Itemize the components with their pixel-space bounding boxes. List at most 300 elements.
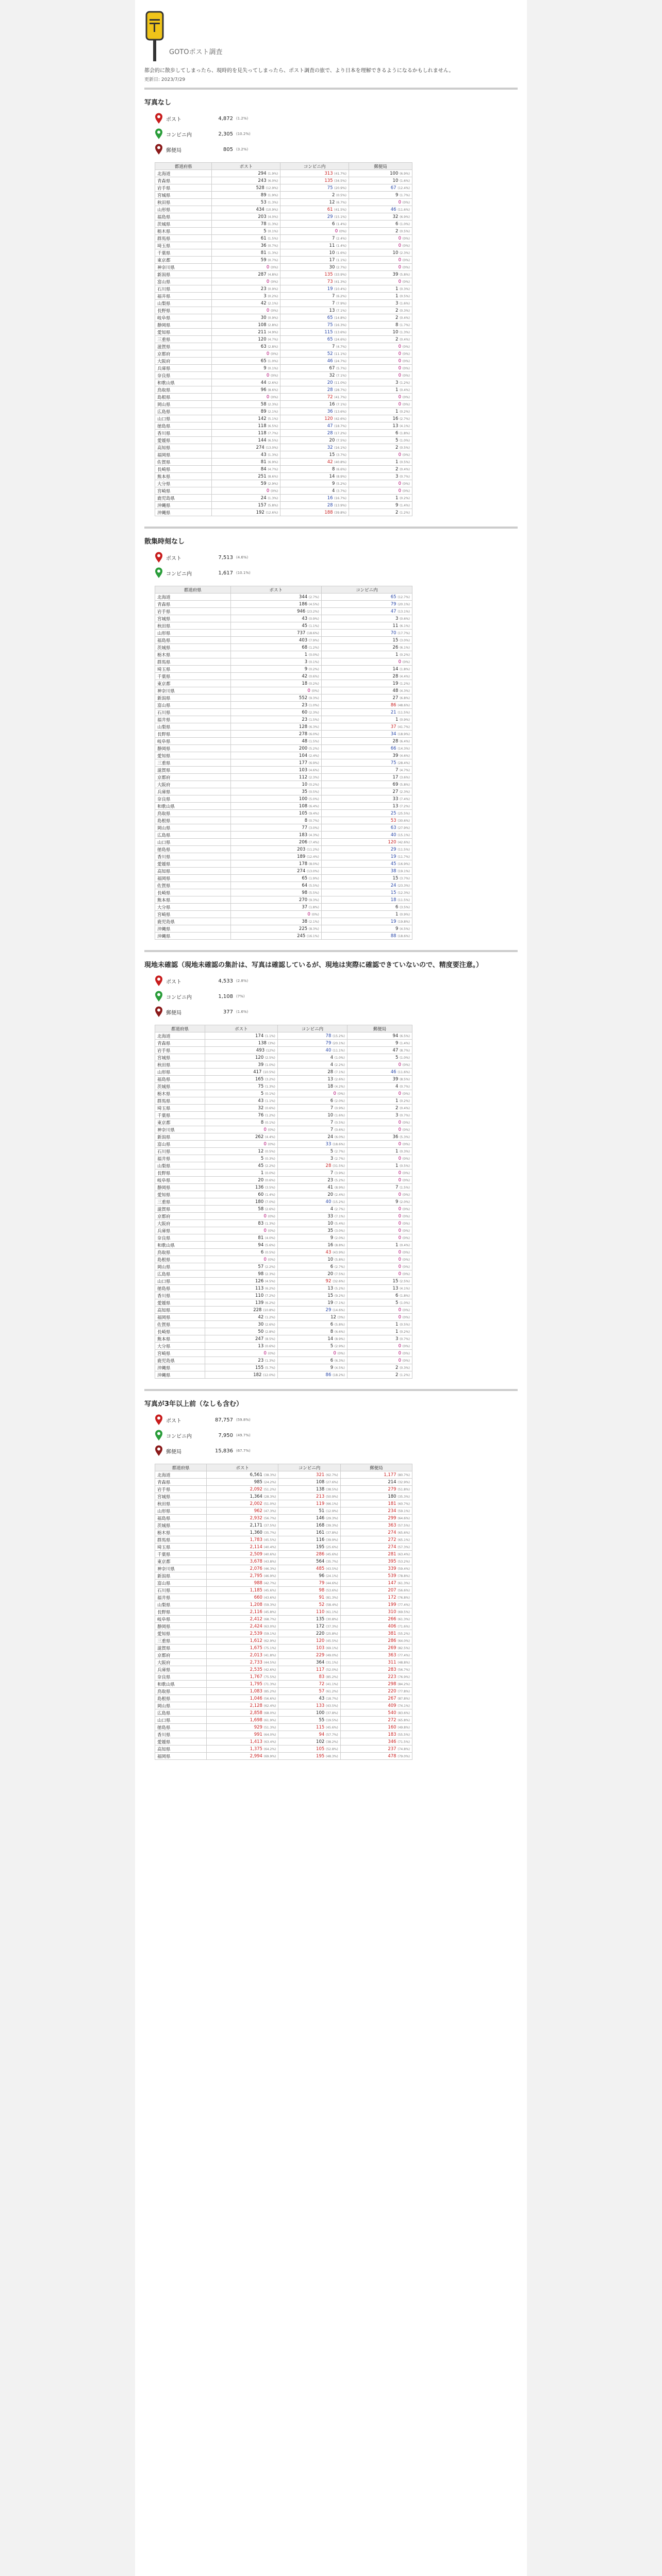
table-cell: 43 (1.3%) <box>212 451 280 459</box>
pref-name: 北海道 <box>155 1471 207 1479</box>
pref-name: 宮城県 <box>155 1054 205 1061</box>
pref-name: 鹿児島県 <box>155 918 231 925</box>
table-cell: 0 (0%) <box>347 1307 412 1314</box>
intro-text: 都会的に散歩してしまったら、現時的を見失ってしまったら、ポスト調査の旅で、より日本を理解できるようになるかもしれません。 <box>144 68 454 74</box>
table-cell: 2,171 (37.5%) <box>207 1522 278 1529</box>
table-row <box>155 1645 412 1652</box>
table-row <box>155 702 412 709</box>
table-cell: 0 (0%) <box>321 658 412 666</box>
table-row <box>155 925 412 933</box>
table-cell: 1 (0.2%) <box>347 1328 412 1335</box>
pref-name: 山口県 <box>155 1278 205 1285</box>
pref-name: 鳥取県 <box>155 386 212 394</box>
table-cell: 274 (57.3%) <box>340 1544 412 1551</box>
table-cell: 1 (0.5%) <box>349 459 412 466</box>
table-cell: 135 (34.5%) <box>280 177 349 184</box>
table-row <box>155 1364 412 1371</box>
table-cell: 2,539 (59.1%) <box>207 1630 278 1637</box>
table-row <box>155 1076 412 1083</box>
pref-name: 徳島県 <box>155 1285 205 1292</box>
table-row <box>155 271 412 278</box>
table-cell: 1 (0.0%) <box>230 651 321 658</box>
table-cell: 1 (0.2%) <box>321 651 412 658</box>
table-row <box>155 1256 412 1263</box>
table-cell: 6 (5.8%) <box>277 1321 347 1328</box>
table-row <box>155 1249 412 1256</box>
table-row <box>155 767 412 774</box>
table-row <box>155 1141 412 1148</box>
table-row <box>155 601 412 608</box>
table-cell: 117 (52.0%) <box>278 1666 340 1673</box>
table-cell: 9 (0.1%) <box>212 365 280 372</box>
table-cell: 41 (8.9%) <box>277 1184 347 1191</box>
table-cell: 83 (85.2%) <box>278 1673 340 1681</box>
table-cell: 220 (25.8%) <box>278 1630 340 1637</box>
table-cell: 0 (0%) <box>349 350 412 358</box>
table-cell: 0 (0%) <box>205 1227 278 1234</box>
table-cell: 96 (24.1%) <box>278 1572 340 1580</box>
pref-name: 福島県 <box>155 1515 207 1522</box>
pref-name: 滋賀県 <box>155 1645 207 1652</box>
table-row <box>155 731 412 738</box>
table-cell: 5 (2.9%) <box>277 1343 347 1350</box>
table-cell: 0 (0%) <box>347 1177 412 1184</box>
table-cell: 298 (84.2%) <box>340 1681 412 1688</box>
table-cell: 147 (61.3%) <box>340 1580 412 1587</box>
table-row <box>155 293 412 300</box>
table-row <box>155 1191 412 1198</box>
table-cell: 58 (2.3%) <box>212 401 280 408</box>
table-cell: 66 (14.3%) <box>321 745 412 752</box>
table-cell: 10 (5.4%) <box>277 1220 347 1227</box>
pref-name: 長崎県 <box>155 466 212 473</box>
table-cell: 186 (4.5%) <box>230 601 321 608</box>
table-cell: 434 (10.9%) <box>212 206 280 213</box>
table-cell: 46 (11.6%) <box>347 1069 412 1076</box>
table-cell: 28 (17.2%) <box>280 430 349 437</box>
pref-name: 広島県 <box>155 408 212 415</box>
table-row <box>155 285 412 293</box>
table-cell: 172 (76.8%) <box>340 1594 412 1601</box>
summary-value: 377 <box>223 1009 233 1015</box>
table-row <box>155 1594 412 1601</box>
pref-name: 広島県 <box>155 1709 207 1717</box>
table-cell: 211 (4.9%) <box>212 329 280 336</box>
table-cell: 92 (32.6%) <box>277 1278 347 1285</box>
table-cell: 0 (0%) <box>347 1119 412 1126</box>
table-row <box>155 716 412 723</box>
pref-name: 兵庫県 <box>155 788 231 795</box>
pref-name: 長崎県 <box>155 889 231 896</box>
table-cell: 21 (11.5%) <box>321 709 412 716</box>
table-row <box>155 509 412 516</box>
table-cell: 279 (51.8%) <box>340 1486 412 1493</box>
table-cell: 28 (6.4%) <box>321 738 412 745</box>
pref-name: 熊本県 <box>155 896 231 904</box>
table-cell: 346 (71.5%) <box>340 1738 412 1745</box>
page <box>135 0 527 2576</box>
sections <box>144 97 518 1760</box>
table-cell: 267 (87.8%) <box>340 1695 412 1702</box>
summary <box>155 113 518 155</box>
table-cell: 28 (7.1%) <box>277 1069 347 1076</box>
table-cell: 83 (1.3%) <box>205 1220 278 1227</box>
table-row <box>155 933 412 940</box>
pref-name: 愛知県 <box>155 1191 205 1198</box>
table-cell: 86 (18.2%) <box>277 1371 347 1379</box>
pref-name: 鳥取県 <box>155 810 231 817</box>
table-cell: 119 (66.1%) <box>278 1500 340 1507</box>
table-cell: 6 (0.5%) <box>205 1249 278 1256</box>
table-cell: 1,364 (28.3%) <box>207 1493 278 1500</box>
table-row <box>155 1666 412 1673</box>
pref-name: 奈良県 <box>155 1234 205 1242</box>
table-cell: 8 (1.7%) <box>349 321 412 329</box>
table-cell: 2,535 (42.6%) <box>207 1666 278 1673</box>
table-cell: 128 (6.3%) <box>230 723 321 731</box>
pref-name: 新潟県 <box>155 1572 207 1580</box>
table-cell: 28 (13.9%) <box>280 502 349 509</box>
table-cell: 108 (6.4%) <box>230 803 321 810</box>
table-cell: 0 (0%) <box>212 372 280 379</box>
pref-name: 大阪府 <box>155 358 212 365</box>
column-header: 都道府県 <box>155 1464 207 1471</box>
table-row <box>155 184 412 192</box>
table-cell: 75 (16.3%) <box>280 321 349 329</box>
table-row <box>155 1493 412 1500</box>
table-cell: 20 (2.4%) <box>277 1191 347 1198</box>
table-row <box>155 358 412 365</box>
convenience-pin-icon <box>155 128 163 140</box>
table-cell: 11 (1.4%) <box>280 242 349 249</box>
table-row <box>155 1652 412 1659</box>
table-row <box>155 343 412 350</box>
table-cell: 339 (59.4%) <box>340 1565 412 1572</box>
table-cell: 6 (2.0%) <box>277 1097 347 1105</box>
table-cell: 36 (5.3%) <box>347 1133 412 1141</box>
table-cell: 35 (3.0%) <box>277 1227 347 1234</box>
table-cell: 0 (0%) <box>230 911 321 918</box>
table-cell: 110 (7.2%) <box>205 1292 278 1299</box>
table-row <box>155 1753 412 1760</box>
summary-row <box>155 991 518 1002</box>
table-cell: 12 (6.7%) <box>280 199 349 206</box>
table-row <box>155 1681 412 1688</box>
table-row <box>155 918 412 925</box>
table-cell: 2 (0.4%) <box>349 336 412 343</box>
summary-value: 2,305 <box>218 131 233 137</box>
table-cell: 2 (0.5%) <box>349 444 412 451</box>
table-cell: 86 (48.6%) <box>321 702 412 709</box>
summary-value: 4,872 <box>218 115 233 122</box>
table-cell: 16 (8.8%) <box>277 1242 347 1249</box>
table-cell: 79 (20.1%) <box>277 1040 347 1047</box>
table-cell: 7 (0.9%) <box>277 1105 347 1112</box>
table-cell: 406 (71.6%) <box>340 1623 412 1630</box>
table-cell: 19 (7.1%) <box>277 1299 347 1307</box>
table-row <box>155 1544 412 1551</box>
summary-label: ポスト <box>166 116 181 123</box>
table-cell: 7 (6.2%) <box>280 293 349 300</box>
pref-name: 東京都 <box>155 680 231 687</box>
post-logo-icon <box>144 10 165 61</box>
pref-name: 福島県 <box>155 1076 205 1083</box>
table-cell: 9 (1.4%) <box>349 502 412 509</box>
table-row <box>155 860 412 868</box>
table-cell: 2 (1.2%) <box>349 509 412 516</box>
table-cell: 1 (0.9%) <box>321 911 412 918</box>
table-cell: 65 (24.6%) <box>280 336 349 343</box>
table-row <box>155 199 412 206</box>
summary-percent: (2.8%) <box>236 979 249 983</box>
table-row <box>155 1307 412 1314</box>
table-cell: 24 (23.3%) <box>321 882 412 889</box>
table-cell: 9 (0.2%) <box>230 666 321 673</box>
table-cell: 57 (61.2%) <box>278 1688 340 1695</box>
table-cell: 1,177 (80.7%) <box>340 1471 412 1479</box>
table-row <box>155 1688 412 1695</box>
table-cell: 43 (18.7%) <box>278 1695 340 1702</box>
pref-name: 石川県 <box>155 1148 205 1155</box>
table-row <box>155 889 412 896</box>
pref-name: 静岡県 <box>155 1623 207 1630</box>
table-cell: 100 (6.9%) <box>349 170 412 177</box>
table-cell: 67 (5.7%) <box>280 365 349 372</box>
table-row <box>155 868 412 875</box>
table-cell: 1 (0.2%) <box>349 495 412 502</box>
table-cell: 79 (20.1%) <box>321 601 412 608</box>
pref-name: 愛知県 <box>155 1630 207 1637</box>
table-cell: 0 (0%) <box>347 1220 412 1227</box>
table-cell: 0 (0%) <box>230 687 321 694</box>
table-row <box>155 738 412 745</box>
table-row <box>155 415 412 422</box>
table-cell: 18 (11.5%) <box>321 896 412 904</box>
table-cell: 19 (1.2%) <box>321 680 412 687</box>
table-cell: 47 (13.1%) <box>321 608 412 615</box>
pref-name: 岡山県 <box>155 1702 207 1709</box>
table-cell: 0 (0%) <box>349 343 412 350</box>
pref-name: 福井県 <box>155 293 212 300</box>
summary-percent: (3.2%) <box>236 147 249 151</box>
table-cell: 195 (48.3%) <box>278 1753 340 1760</box>
table-row <box>155 1616 412 1623</box>
table-cell: 30 (0.9%) <box>212 314 280 321</box>
table-cell: 272 (65.1%) <box>340 1536 412 1544</box>
table-row <box>155 745 412 752</box>
table-row <box>155 687 412 694</box>
pref-name: 千葉県 <box>155 673 231 680</box>
table-cell: 120 (45.5%) <box>278 1637 340 1645</box>
table-row <box>155 781 412 788</box>
table-cell: 381 (55.2%) <box>340 1630 412 1637</box>
table-row <box>155 257 412 264</box>
pref-name: 北海道 <box>155 1032 205 1040</box>
table-cell: 29 (15.1%) <box>280 213 349 221</box>
table-cell: 17 (1.1%) <box>280 257 349 264</box>
pref-name: 奈良県 <box>155 1673 207 1681</box>
summary-label: 郵便局 <box>166 147 181 154</box>
table-cell: 0 (0%) <box>349 278 412 285</box>
pref-name: 宮崎県 <box>155 1350 205 1357</box>
summary-label: コンビニ内 <box>166 132 192 138</box>
table-cell: 8 (0.1%) <box>205 1119 278 1126</box>
pref-name: 神奈川県 <box>155 1565 207 1572</box>
table-row <box>155 1580 412 1587</box>
table-cell: 42 (0.6%) <box>230 673 321 680</box>
table-cell: 120 (4.7%) <box>212 336 280 343</box>
table-cell: 203 (4.0%) <box>212 213 280 221</box>
table-row <box>155 1314 412 1321</box>
table-cell: 3 (0.2%) <box>212 293 280 300</box>
table-cell: 20 (11.0%) <box>280 379 349 386</box>
pref-name: 大分県 <box>155 480 212 487</box>
table-cell: 737 (18.6%) <box>230 630 321 637</box>
pref-name: 和歌山県 <box>155 1681 207 1688</box>
table-row <box>155 644 412 651</box>
table-row <box>155 875 412 882</box>
summary-value: 1,108 <box>218 993 233 999</box>
table-cell: 493 (12%) <box>205 1047 278 1054</box>
table-cell: 120 (2.5%) <box>205 1054 278 1061</box>
table-cell: 286 (45.6%) <box>278 1551 340 1558</box>
updated-date: 更新日: 2023/7/29 <box>144 77 186 82</box>
table-row <box>155 1285 412 1292</box>
table-cell: 6 (3.5%) <box>321 904 412 911</box>
table-cell: 0 (0%) <box>205 1256 278 1263</box>
pref-name: 岐阜県 <box>155 1177 205 1184</box>
pref-name: 静岡県 <box>155 321 212 329</box>
pref-name: 滋賀県 <box>155 343 212 350</box>
table-cell: 60 (1.4%) <box>205 1191 278 1198</box>
pref-name: 富山県 <box>155 1580 207 1587</box>
table-cell: 105 (52.8%) <box>278 1745 340 1753</box>
pref-name: 東京都 <box>155 1558 207 1565</box>
pref-name: 大分県 <box>155 1343 205 1350</box>
pref-name: 鳥取県 <box>155 1688 207 1695</box>
summary-label: コンビニ内 <box>166 994 192 1001</box>
pref-name: 新潟県 <box>155 694 231 702</box>
column-header: 都道府県 <box>155 586 231 594</box>
table-cell: 0 (0%) <box>347 1256 412 1263</box>
table-cell: 0 (0%) <box>347 1155 412 1162</box>
table-cell: 79 (44.6%) <box>278 1580 340 1587</box>
table-cell: 50 (2.8%) <box>205 1328 278 1335</box>
table-cell: 0 (0%) <box>347 1314 412 1321</box>
pref-name: 徳島県 <box>155 846 231 853</box>
table-cell: 40 (15.1%) <box>321 832 412 839</box>
table-row <box>155 594 412 601</box>
table-cell: 4 (0.7%) <box>347 1083 412 1090</box>
pref-name: 山形県 <box>155 206 212 213</box>
table-row <box>155 680 412 687</box>
table-cell: 363 (57.5%) <box>340 1522 412 1529</box>
table-cell: 168 (39.3%) <box>278 1522 340 1529</box>
pref-name: 高知県 <box>155 1745 207 1753</box>
table-row <box>155 896 412 904</box>
table-cell: 35 (0.5%) <box>230 788 321 795</box>
table-cell: 2,424 (63.0%) <box>207 1623 278 1630</box>
column-header: コンビニ内 <box>277 1025 347 1032</box>
pref-name: 大阪府 <box>155 781 231 788</box>
table-cell: 5 (2.7%) <box>277 1148 347 1155</box>
table-row <box>155 1227 412 1234</box>
table-cell: 52 (11.1%) <box>280 350 349 358</box>
pref-name: 熊本県 <box>155 473 212 480</box>
table-cell: 9 (4.5%) <box>321 925 412 933</box>
table-row <box>155 1731 412 1738</box>
table-cell: 13 (2.6%) <box>277 1076 347 1083</box>
pref-name: 福岡県 <box>155 1753 207 1760</box>
pref-table <box>155 586 412 940</box>
table-cell: 4 (3.7%) <box>280 487 349 495</box>
table-row <box>155 1479 412 1486</box>
pref-name: 三重県 <box>155 1198 205 1206</box>
pref-name: 山形県 <box>155 1507 207 1515</box>
table-cell: 15 (12.3%) <box>321 889 412 896</box>
table-cell: 0 (0%) <box>349 199 412 206</box>
pref-name: 広島県 <box>155 832 231 839</box>
table-row <box>155 1213 412 1220</box>
table-cell: 6 (1.8%) <box>347 1292 412 1299</box>
table-cell: 47 (8.7%) <box>347 1047 412 1054</box>
table-row <box>155 1486 412 1493</box>
pref-name: 千葉県 <box>155 1551 207 1558</box>
column-header: 都道府県 <box>155 1025 205 1032</box>
table-row <box>155 1047 412 1054</box>
table-row <box>155 839 412 846</box>
table-cell: 27 (6.8%) <box>321 694 412 702</box>
table-row <box>155 1105 412 1112</box>
pref-name: 兵庫県 <box>155 365 212 372</box>
table-cell: 73 (41.3%) <box>280 278 349 285</box>
table-cell: 0 (0%) <box>347 1343 412 1350</box>
table-row <box>155 249 412 257</box>
table-cell: 0 (0%) <box>347 1090 412 1097</box>
column-header: 郵便局 <box>347 1025 412 1032</box>
table-row <box>155 336 412 343</box>
table-cell: 228 (10.8%) <box>205 1307 278 1314</box>
table-cell: 135 (30.8%) <box>278 1616 340 1623</box>
table-cell: 564 (35.7%) <box>278 1558 340 1565</box>
pref-name: 島根県 <box>155 817 231 824</box>
pref-name: 佐賀県 <box>155 882 231 889</box>
table-cell: 10 (0.2%) <box>230 781 321 788</box>
table-row <box>155 694 412 702</box>
table-cell: 126 (4.5%) <box>205 1278 278 1285</box>
table-row <box>155 170 412 177</box>
table-cell: 18 (0.2%) <box>230 680 321 687</box>
table-cell: 274 (13.0%) <box>230 868 321 875</box>
summary-row <box>155 975 518 987</box>
table-cell: 2 (1.2%) <box>347 1371 412 1379</box>
pref-name: 熊本県 <box>155 1335 205 1343</box>
table-cell: 27 (2.3%) <box>321 788 412 795</box>
table-cell: 38 (2.1%) <box>230 918 321 925</box>
table-cell: 0 (0%) <box>277 1090 347 1097</box>
table-cell: 11 (6.1%) <box>321 622 412 630</box>
table-row <box>155 817 412 824</box>
table-cell: 100 (37.8%) <box>278 1709 340 1717</box>
table-row <box>155 1335 412 1343</box>
column-header: ポスト <box>207 1464 278 1471</box>
table-cell: 0 (0%) <box>349 257 412 264</box>
table-cell: 103 (4.6%) <box>230 767 321 774</box>
table-row <box>155 615 412 622</box>
table-row <box>155 314 412 321</box>
table-row <box>155 495 412 502</box>
table-cell: 135 (33.9%) <box>280 271 349 278</box>
